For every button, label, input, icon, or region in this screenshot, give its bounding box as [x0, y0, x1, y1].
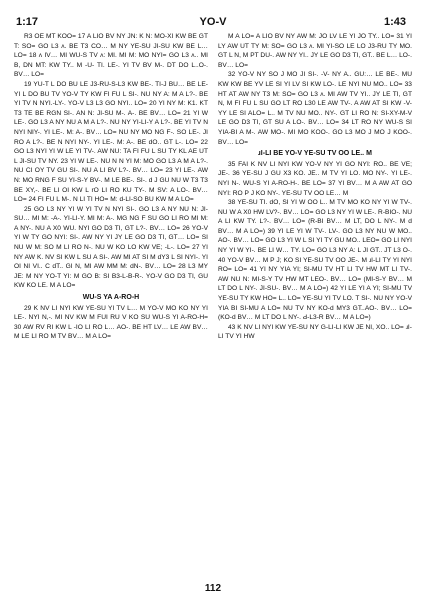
paragraph: 32 YO-V NY SO J MO JI SI-. -V- NY A.. GU:… LE BE-. MU KW KW BE YV LE SI YI LV SI KW LO-. LE NYI NU MO.. LO= 33 HT AT AW NY T3 M: SO= GO L3 ʌ. MI AW TV YI.. JY LE TI, GT N, M FI FU L SU GO LT RO L30 LE AW TV-. A AW AT SI KW -V- YY LE SI ALO= L.. M TV NU MO.. NY-. GT LI RO N: SI-XY-M-V LE GO D3 TI, GT SU A LO-. BV… LO= 34 LT RO NY WU-S SI YIA-BI A M-. AW MO-. MI MO KOO-. GO L3 MO J MO J KOO-. BV… LO= [218, 71, 412, 146]
chapter-verse-start: 1:17 [16, 16, 39, 28]
page-header [14, 10, 412, 32]
paragraph: R3 OE MT KOO= 17 A LIO BV NY JN: K N: MO-XI KW BE GT T: SO= GO L3 ʌ. BE T3 CO… M NY YE-SU JI-SU KW BE L… LO= 18 ʌ IV… MI WU-S TV ʌ: MI. MI M: MO NYI= GO L3 ʌ.. MI B, DN MT: KW TY.. M -U- TI. LE-. YI TV BV M-. DT DO L..O-. BV… LO= [14, 33, 208, 79]
book-title: YO-V [199, 16, 227, 28]
right-column [218, 32, 412, 572]
chapter-verse-end: 1:43 [383, 16, 406, 28]
paragraph: 38 YE-SU TI. dO, SI YI W OO L.. M TV MO KO NY YI W TV-. NU W A X0 HW LV?-. BV… LO= GO L3 NY YI W LE-. R-BIO-. NU A LI KW TY. L?-. BV… LO= (R-BI BV… M LT, DO L NY-. M d BV… M A LO=) 39 YI LE YI W TV-. LV-. GO L3 NY NU W MO.. AO-. BV… LO= GO L3 YI W L SI YI TY GU MO.. LEO= GO LI NYI NY YI W YI-. BE LI W… TY. LO= GO L3 NY A: L JI GT.. JT L3 O-. 40 YO-V BV… M P J; KO SI YE-SU TV OO JE-. M ɹI-LI TY YI NYI RO= LO= 41 YI NY YIA YI; SI-MU TV HT LI TV HW MT LI TV-. AW NU N: MI-S-Y TV HW MT LEO-. BV… LO= (MI-S-Y BV… M LT DO L NY-. JI-SU-. BV… M A LO=) 42 YI LE YI A YI; SI-MU TV YE-SU TY KW HO= L.. LO= YE-SU YI TV LO. T SI-. NU NY YO-V YIA BI SI-MU A LO= NU TV NY KO-d MY3 GT..AO-. BV… LO= (KO-d BV… M LT DO L NY-. Ԁ-L3-R BV… M A LO=) [218, 199, 412, 322]
section-heading: ɹI-LI BE YO-V YE-SU TV OO LE.. M [258, 150, 372, 158]
paragraph: M A LO= A LIO BV NY AW M: JO LV LE YI JO TY.. LO= 31 YI LY AW UT TY M: SO= GO L3 ʌ. MI YI-SO LE LO J3-RU TY MO. GT L N, M PT DU-. AW NY YI.. JY LE GO D3 TI, GT.. BE L… LO-. BV… LO= [218, 33, 412, 69]
paragraph: 25 GO L3 NY YI W YI TV N NYI SI-. GO L3 A NY NU N: JI-SU… MI M: -A-. YI-LI-Y. MI M: A-. MG NG F SU GO LI RO MI M: A NY-. NU A X0 WU. NYI GO D3 TI, GT L?-. BV… LO= 26 YO-V YI W TY GO NYI: SI-. AW NY YI JY LE GO D3 TI, GT… LO= SI NU W M: SO M LI RO N-. NU W KO LO KW VE; -L-. LO= 27 YI NY AW K. NV SI KW L SU A SI-. AW MI AT SI M dY3 L SI NYI-. YI OI NI VI.. C dT.. GI N, MI AW MM M: dN-. BV… LO= 28 L3 MY JE: M NY YO-T YI: M GO B: SI B3-L-B-R-. YO-V GO D3 TI, GU KW KO LE. M A LO= [14, 205, 208, 290]
left-column [14, 32, 208, 572]
paragraph: 35 FAI K NV LI NYI KW YO-V NY YI GO NYI: RO.. BE VE; JE-. 36 YE-SU J GU X3 KO. JE.. M TV YI LO. MO NY-. YI LE-. NYI N-. WU-S YI A-RO-H-. BE LO= 37 YI BV… M A AW AT GO NYI: RO P J KO NY-. YE-SU TV OO LE… M [218, 160, 412, 197]
paragraph: 29 K NV LI NYI KW YE-SU YI TV L… M YO-V MO KO NY YI LE-. NYI N,-. MI NV KW M FUI RU V KO SU WU-S YI A-RO-H= 30 AW RV RI KW L -IO LI RO L… AO-. BE HT LV… LE AW BV… M LE LI RO M TV BV… M A LO= [14, 304, 208, 341]
page-number: 112 [204, 583, 222, 594]
paragraph: 43 K NV LI NYI KW YE-SU NY G-LI-LI KW JE NI, XO.. LO= ɹI-LI TV YI HW [218, 323, 412, 341]
paragraph: 19 YU-T L DO BU LE J3-RU-S-L3 KW BE-. TI-J BU… BE LE-YI L DO BU TV YO-V TY KW FI FU L SI-. NU NY A: M A L?-. BE YI TV N NYI.-LY-. YO-V L3 L3 GO NYI.. LO= 20 YI NY M: K1. KT T3 TE BE RGN SI-. AN N: JI-SU M-. A-. BE BV… LO= 21 YI W LE-. GO L3 A NY NU A M A L?-. NU NY YI-LI-Y A L?-. BE YI TV N NYI NIY-. YI LE-. M: A-. BV… LO= NU NY MO NG F-. SO LE-. JI RO A L?-. BE N NYI NY-. YI LE-. M: A-. BE dO.. GT L-. LO= 22 GO L3 NYI YI W LE YI TV-. AW NU: TA FI FU L SU TY KL AE UT L JI-SU TV NY. 23 YI W LE-. NU N N YI M: MO GO L3 A M A L?-. NU CI OY TV GU SI-. NU A LI BV L?-. BV… LO= 23 YI LE-. AW N: MO RNG F SU YI-S-Y BV-. M LE BE-. SI-. d J GU NU W T3 T3 BE XY,-. BE LI OI KW L rO LI RO KU TY-. M SV: A LO-. BV… LO= 24 FI FU L M-. N LI TI HO= M: d-LI-SO BU KW M A LO= [14, 80, 208, 204]
section-heading: WU-S YA A-RO-H [82, 294, 140, 302]
text-columns [14, 32, 412, 572]
